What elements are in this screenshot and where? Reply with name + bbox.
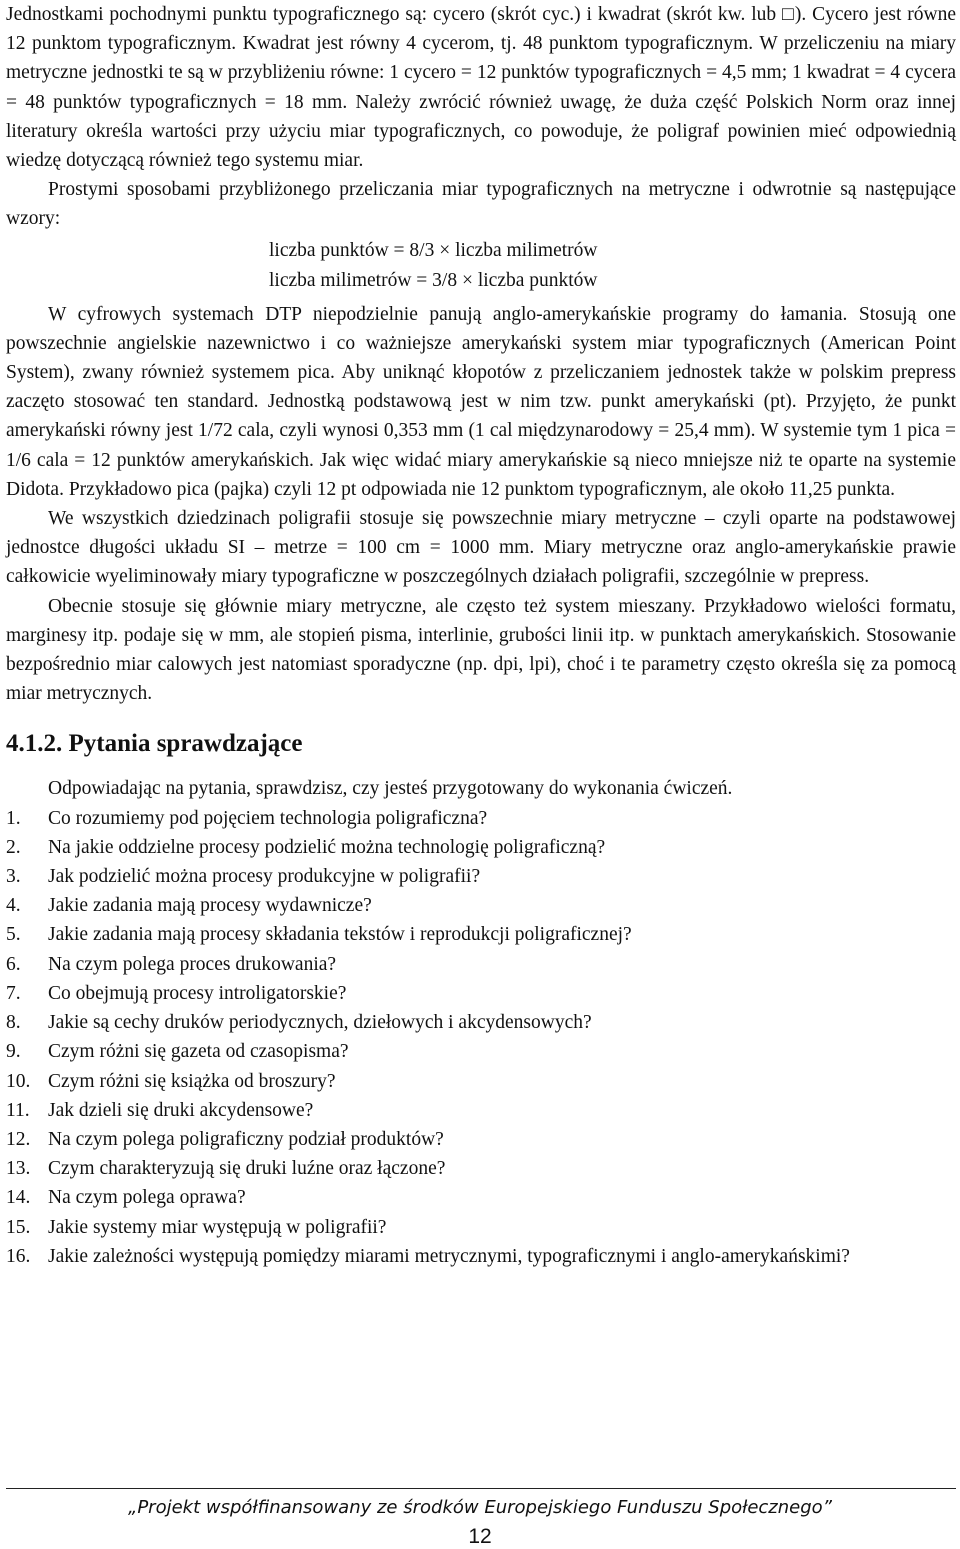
question-item: [6, 1213, 956, 1242]
formula-points-from-mm: liczba punktów = 8/3 × liczba milimetrów: [269, 239, 598, 261]
questions-intro: Odpowiadając na pytania, sprawdzisz, czy jesteś przygotowany do wykonania ćwiczeń.: [48, 778, 733, 800]
question-text: Jakie zadania mają procesy wydawnicze?: [48, 895, 372, 917]
footer-funding-note: „Projekt współfinansowany ze środków Europejskiego Funduszu Społecznego”: [128, 1497, 832, 1518]
question-item: [6, 1154, 956, 1183]
paragraph-metric-units: We wszystkich dziedzinach poligrafii stosuje się powszechnie miary metryczne – czyli oparte na podstawowej jednostce długości układu SI – metrze = 100 cm = 1000 mm. Miary metryczne oraz anglo-amerykańskie prawie całkowicie wyeliminowały miary typograficzne w poszczególnych działach poligrafii, szczególnie w prepress.: [6, 508, 956, 588]
question-text: Czym różni się książka od broszury?: [48, 1070, 336, 1092]
question-number: 13.: [6, 1158, 31, 1180]
question-number: 6.: [6, 953, 21, 975]
question-item: [6, 1125, 956, 1154]
question-text: Czym charakteryzują się druki luźne oraz łączone?: [48, 1158, 446, 1180]
question-item: [6, 979, 956, 1008]
question-text: Na czym polega proces drukowania?: [48, 953, 337, 975]
footer-divider: [6, 1488, 956, 1489]
question-number: 11.: [6, 1099, 30, 1121]
question-text: Jak podzielić można procesy produkcyjne w poligrafii?: [48, 866, 481, 888]
question-number: 14.: [6, 1187, 31, 1209]
page-number: 12: [468, 1525, 492, 1548]
paragraph-conversion-intro: Prostymi sposobami przybliżonego przeliczania miar typograficznych na metryczne i odwrotnie są następujące wzory:: [6, 179, 956, 230]
question-text: Jak dzieli się druki akcydensowe?: [48, 1099, 314, 1121]
question-number: 2.: [6, 836, 21, 858]
question-text: Jakie zadania mają procesy składania tekstów i reprodukcji poligraficznej?: [48, 924, 632, 946]
question-item: [6, 1242, 956, 1271]
question-text: Na czym polega poligraficzny podział produktów?: [48, 1128, 444, 1150]
question-number: 12.: [6, 1128, 31, 1150]
conversion-formulas: [6, 236, 956, 296]
question-text: Jakie są cechy druków periodycznych, dziełowych i akcydensowych?: [48, 1012, 592, 1034]
question-text: Jakie systemy miar występują w poligrafii?: [48, 1216, 387, 1238]
question-item: [6, 1008, 956, 1037]
question-number: 5.: [6, 924, 21, 946]
question-number: 3.: [6, 866, 21, 888]
question-item: [6, 920, 956, 949]
questions-list: [6, 804, 956, 1271]
question-text: Czym różni się gazeta od czasopisma?: [48, 1041, 349, 1063]
question-number: 16.: [6, 1245, 31, 1267]
section-heading: 4.1.2. Pytania sprawdzające: [6, 730, 303, 758]
question-item: [6, 1183, 956, 1212]
question-number: 15.: [6, 1216, 31, 1238]
question-number: 9.: [6, 1041, 21, 1063]
question-item: [6, 862, 956, 891]
paragraph-typographic-units: Jednostkami pochodnymi punktu typograficznego są: cycero (skrót cyc.) i kwadrat (skrót kw. lub □). Cycero jest równe 12 punktom typograficznym. Kwadrat jest równy 4 cycerom, tj. 48 punktom typograficznym. W przeliczeniu na miary metryczne jednostki te są w przybliżeniu równe: 1 cycero = 12 punktów typograficznych = 4,5 mm; 1 kwadrat = 4 cycera = 48 punktów typograficznych = 18 mm. Należy zwrócić również uwagę, że duża część Polskich Norm oraz innej literatury określa wartości przy użyciu miar typograficznych, co powoduje, że poligraf powinien mieć odpowiednią wiedzę dotyczącą również tego systemu miar.: [6, 4, 956, 172]
question-item: [6, 1096, 956, 1125]
question-number: 10.: [6, 1070, 31, 1092]
question-item: [6, 804, 956, 833]
question-text: Co obejmują procesy introligatorskie?: [48, 982, 347, 1004]
paragraph-american-point-system: W cyfrowych systemach DTP niepodzielnie panują anglo-amerykańskie programy do łamania. Stosują one powszechnie angielskie nazewnictwo i co ważniejsze amerykański system miar typograficznych (American Point System), zwany również systemem pica. Aby uniknąć kłopotów z przeliczaniem jednostek także w polskim prepress zaczęto stosować ten standard. Jednostką podstawową jest w nim tzw. punkt amerykański (pt). Przyjęto, że punkt amerykański równy jest 1/72 cala, czyli wynosi 0,353 mm (1 cal międzynarodowy = 25,4 mm). W systemie tym 1 pica = 1/6 cala = 12 punktów amerykańskich. Jak więc widać miary amerykańskie są nieco mniejsze niż te oparte na systemie Didota. Przykładowo pica (pajka) czyli 12 pt odpowiada nie 12 punktom typograficznym, ale około 11,25 punkta.: [6, 303, 956, 500]
question-number: 7.: [6, 982, 21, 1004]
paragraph-mixed-system: Obecnie stosuje się głównie miary metryczne, ale często też system mieszany. Przykładowo wielości formatu, marginesy itp. podaje się w mm, ale stopień pisma, interlinie, grubości linii itp. w punktach amerykańskich. Stosowanie bezpośrednio miar calowych jest natomiast sporadyczne (np. dpi, lpi), choć i te parametry często określa się za pomocą miar metrycznych.: [6, 595, 956, 705]
question-item: [6, 1037, 956, 1066]
question-text: Na czym polega oprawa?: [48, 1187, 246, 1209]
question-item: [6, 833, 956, 862]
question-text: Na jakie oddzielne procesy podzielić można technologię poligraficzną?: [48, 836, 606, 858]
question-item: [6, 891, 956, 920]
question-text: Co rozumiemy pod pojęciem technologia poligraficzna?: [48, 807, 488, 829]
question-text: Jakie zależności występują pomiędzy miarami metrycznymi, typograficznymi i anglo-amerykańskimi?: [48, 1245, 850, 1267]
formula-mm-from-points: liczba milimetrów = 3/8 × liczba punktów: [269, 269, 598, 291]
question-number: 1.: [6, 807, 21, 829]
question-number: 4.: [6, 895, 21, 917]
question-item: [6, 1067, 956, 1096]
question-number: 8.: [6, 1012, 21, 1034]
document-page: [6, 0, 956, 1271]
question-item: [6, 950, 956, 979]
